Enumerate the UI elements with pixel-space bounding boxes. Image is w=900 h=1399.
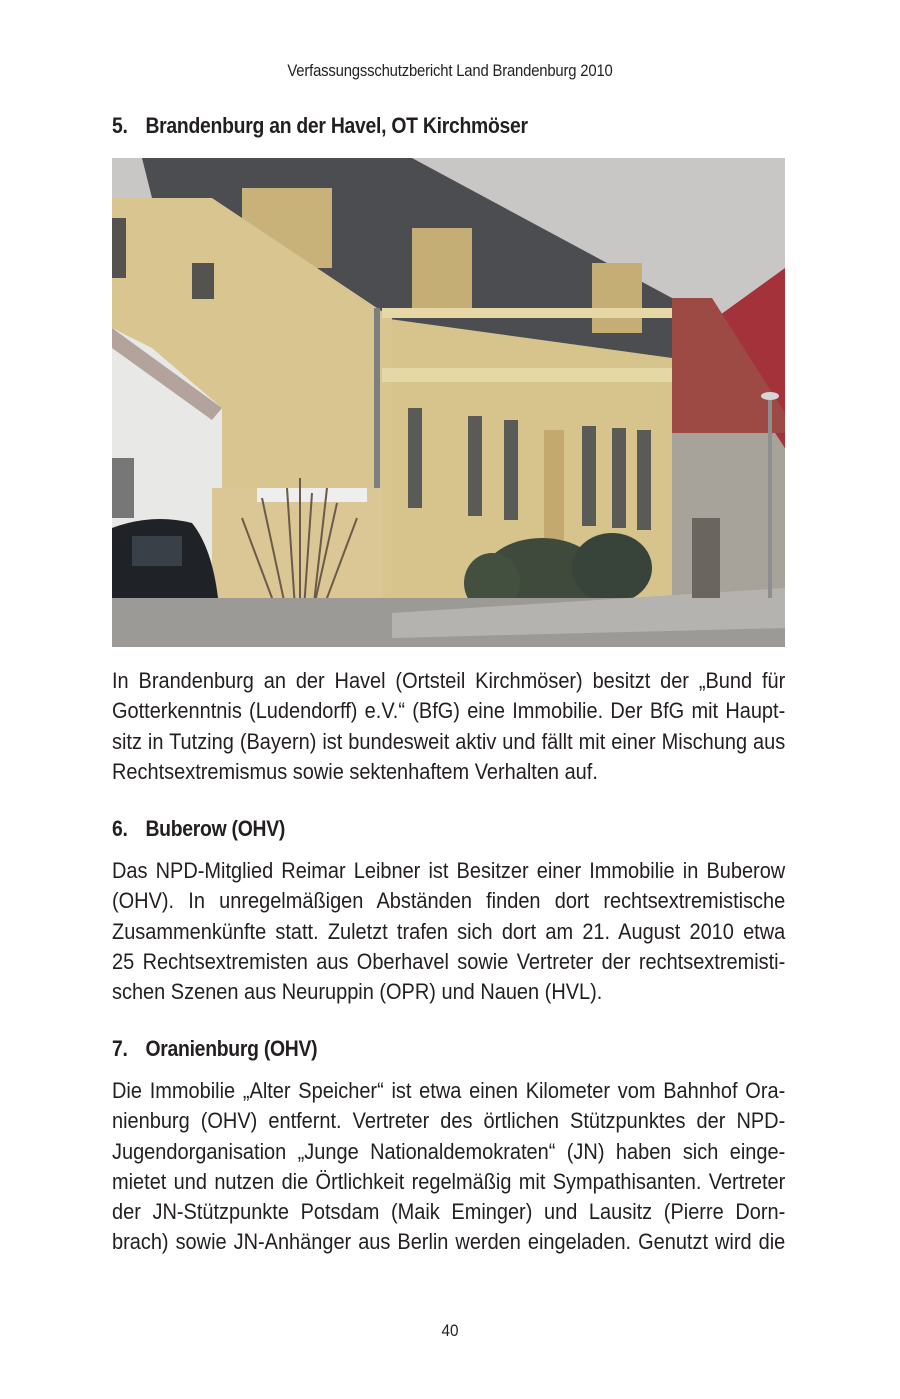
section-heading-7 [112,1036,317,1062]
text-line: Jugendorganisation „Junge Nationaldemokraten“ (JN) haben sich einge- [112,1138,786,1164]
section-paragraph-7 [112,1076,785,1258]
section-number: 5. [112,113,128,138]
section-title: Buberow (OHV) [145,816,286,841]
text-line: (OHV). In unregelmäßigen Abständen finden dort rechtsextremistische [112,888,786,914]
text-line: der JN-Stützpunkte Potsdam (Maik Eminger) und Lausitz (Pierre Dorn- [112,1199,786,1225]
page-number: 40 [441,1321,459,1340]
section-title: Oranienburg (OHV) [145,1036,318,1061]
text-line: Gotterkenntnis (Ludendorff) e.V.“ (BfG) eine Immobilie. Der BfG mit Haupt- [112,698,786,724]
building-photo [112,158,785,647]
text-line: nienburg (OHV) entfernt. Vertreter des örtlichen Stützpunktes der NPD- [112,1108,786,1134]
text-line: 25 Rechtsextremisten aus Oberhavel sowie Vertreter der rechtsextremisti- [112,948,786,974]
text-line: Die Immobilie „Alter Speicher“ ist etwa einen Kilometer vom Bahnhof Ora- [112,1078,786,1103]
section-heading-6 [112,816,285,842]
text-line: brach) sowie JN-Anhänger aus Berlin werden eingeladen. Genutzt wird die [112,1229,786,1255]
text-line: mietet und nutzen die Örtlichkeit regelmäßig mit Sympathisanten. Vertreter [112,1168,786,1194]
running-head: Verfassungsschutzbericht Land Brandenburg 2010 [287,62,613,80]
section-paragraph-5 [112,666,785,787]
section-title: Brandenburg an der Havel, OT Kirchmöser [145,113,528,138]
text-line: Zusammenkünfte statt. Zuletzt trafen sich dort am 21. August 2010 etwa [112,918,786,944]
text-line: Das NPD-Mitglied Reimar Leibner ist Besitzer einer Immobilie in Buberow [112,858,786,883]
text-line: In Brandenburg an der Havel (Ortsteil Kirchmöser) besitzt der „Bund für [112,668,786,693]
section-heading-5 [112,113,528,139]
text-line: sitz in Tutzing (Bayern) ist bundesweit aktiv und fällt mit einer Mischung aus [112,728,786,754]
text-line: schen Szenen aus Neuruppin (OPR) und Nauen (HVL). [112,979,603,1005]
section-number: 7. [112,1036,128,1061]
section-number: 6. [112,816,128,841]
section-paragraph-6 [112,856,785,1007]
text-line: Rechtsextremismus sowie sektenhaftem Verhalten auf. [112,758,598,784]
